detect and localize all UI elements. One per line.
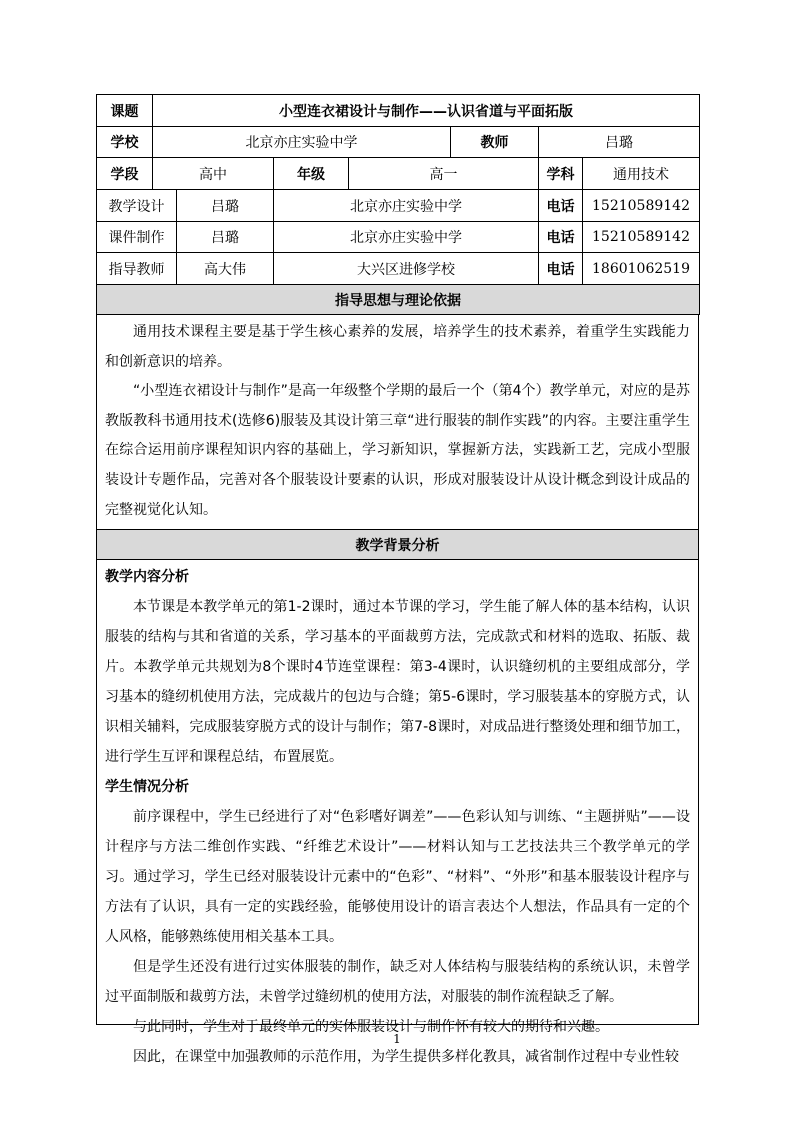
staff-phone: 18601062519 (583, 253, 700, 285)
school-row (97, 127, 700, 158)
teacher-value: 吕璐 (539, 127, 700, 158)
topic-label: 课题 (97, 95, 153, 127)
subject-label: 学科 (539, 158, 583, 190)
guiding-paragraph: “小型连衣裙设计与制作”是高一年级整个学期的最后一个（第4个）教学单元，对应的是苏教版教科书通用技术(选修6)服装及其设计第三章“进行服装的制作实践”的内容。主要注重学生在综合运用前序课程知识内容的基础上，学习新知识，掌握新方法，实践新工艺，完成小型服装设计专题作品，完善对各个服装设计要素的认识，形成对服装设计从设计概念到设计成品的完整视觉化认知。 (105, 383, 690, 518)
content-analysis-heading: 教学内容分析 (105, 569, 189, 586)
info-table (96, 94, 700, 315)
topic-row (97, 95, 700, 127)
background-body (96, 560, 699, 1066)
student-analysis-paragraph: 与此同时，学生对于最终单元的实体服装设计与制作怀有较大的期待和兴趣。 (133, 1019, 609, 1036)
background-header-table (96, 529, 699, 560)
section-title-background: 教学背景分析 (97, 530, 699, 560)
stage-label: 学段 (97, 158, 153, 190)
guiding-body (96, 315, 699, 530)
stage-value: 高中 (153, 158, 274, 190)
lesson-plan-sheet (96, 94, 699, 1066)
phone-label: 电话 (539, 190, 583, 222)
student-analysis-paragraph: 前序课程中，学生已经进行了对“色彩嗜好调差”——色彩认知与训练、“主题拼贴”——设计程序与方法二维创作实践、“纤维艺术设计”——材料认知与工艺技法共三个教学单元的学习。通过学习，学生已经对服装设计元素中的“色彩”、“材料”、“外形”和基本服装设计程序与方法有了认识，具有一定的实践经验，能够使用设计的语言表达个人想法，作品具有一定的个人风格，能够熟练使用相关基本工具。 (105, 809, 690, 946)
section-header-guiding (97, 285, 700, 315)
staff-name: 吕璐 (177, 222, 274, 253)
student-analysis-paragraph: 因此，在课堂中加强教师的示范作用，为学生提供多样化教具，减省制作过程中专业性较 (133, 1049, 679, 1066)
stage-row (97, 158, 700, 190)
school-label: 学校 (97, 127, 153, 158)
content-analysis-paragraph: 本节课是本教学单元的第1-2课时，通过本节课的学习，学生能了解人体的基本结构，认识服装的结构与其和省道的关系，学习基本的平面裁剪方法，完成款式和材料的选取、拓版、裁片。本教学单元共规划为8个课时4节连堂课程：第3-4课时，认识缝纫机的主要组成部分，学习基本的缝纫机使用方法，完成裁片的包边与合缝；第5-6课时，学习服装基本的穿脱方式，认识相关辅料，完成服装穿脱方式的设计与制作；第7-8课时，对成品进行整烫处理和细节加工，进行学生互评和课程总结，布置展览。 (105, 599, 690, 766)
staff-role: 指导教师 (97, 253, 177, 285)
staff-name: 高大伟 (177, 253, 274, 285)
staff-org: 北京亦庄实验中学 (274, 222, 539, 253)
section-title-guiding: 指导思想与理论依据 (97, 285, 700, 315)
student-analysis-paragraph: 但是学生还没有进行过实体服装的制作，缺乏对人体结构与服装结构的系统认识，未曾学过平面制版和裁剪方法，未曾学过缝纫机的使用方法，对服装的制作流程缺乏了解。 (105, 959, 690, 1006)
section-header-background (97, 530, 699, 560)
guiding-paragraph: 通用技术课程主要是基于学生核心素养的发展，培养学生的技术素养，着重学生实践能力和创新意识的培养。 (105, 324, 690, 370)
staff-row (97, 253, 700, 285)
staff-row (97, 190, 700, 222)
staff-role: 教学设计 (97, 190, 177, 222)
school-value: 北京亦庄实验中学 (153, 127, 451, 158)
staff-name: 吕璐 (177, 190, 274, 222)
teacher-label: 教师 (451, 127, 539, 158)
staff-org: 北京亦庄实验中学 (274, 190, 539, 222)
page-number: 1 (393, 1032, 401, 1046)
grade-label: 年级 (274, 158, 349, 190)
staff-role: 课件制作 (97, 222, 177, 253)
phone-label: 电话 (539, 253, 583, 285)
staff-phone: 15210589142 (583, 222, 700, 253)
staff-phone: 15210589142 (583, 190, 700, 222)
topic-value: 小型连衣裙设计与制作——认识省道与平面拓版 (153, 95, 700, 127)
subject-value: 通用技术 (583, 158, 700, 190)
staff-org: 大兴区进修学校 (274, 253, 539, 285)
grade-value: 高一 (349, 158, 539, 190)
student-analysis-heading: 学生情况分析 (105, 779, 189, 796)
phone-label: 电话 (539, 222, 583, 253)
staff-row (97, 222, 700, 253)
